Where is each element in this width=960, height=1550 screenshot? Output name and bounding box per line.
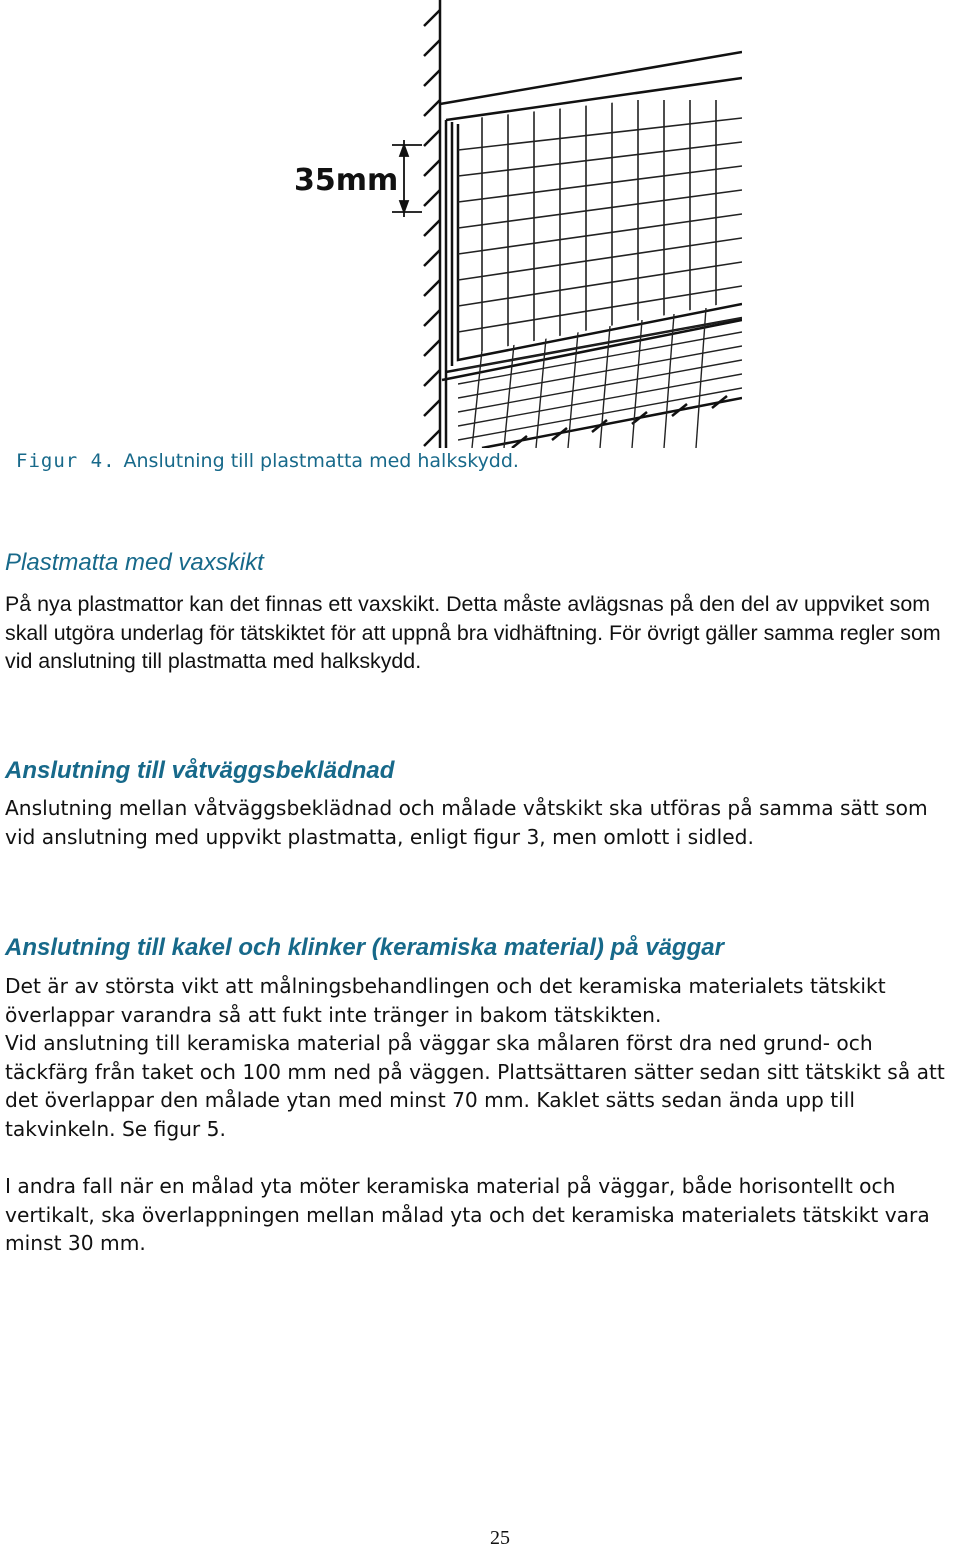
figure-4-illustration xyxy=(282,0,742,448)
figure-caption xyxy=(16,450,519,472)
paragraph-kakel-klinker-2: Vid anslutning till keramiska material på väggar ska målaren först dra ned grund- och täckfärg från taket och 100 mm ned på väggen. Plattsättaren sätter sedan sitt tätskikt så att det överlappar den målade ytan med minst 70 mm. Kaklet sätts sedan ända upp till takvinkeln. Se figur 5. xyxy=(5,1031,945,1141)
heading-kakel-klinker: Anslutning till kakel och klinker (keramiska material) på väggar xyxy=(5,934,724,961)
caption-text: Anslutning till plastmatta med halkskydd. xyxy=(123,450,519,472)
paragraph-plastmatta-vaxskikt: På nya plastmattor kan det finnas ett vaxskikt. Detta måste avlägsnas på den del av uppviket som skall utgöra underlag för tätskiktet för att uppnå bra vidhäftning. För övrigt gäller samma regler som vid anslutning till plastmatta med halkskydd. xyxy=(5,592,941,673)
dimension-label: 35mm xyxy=(294,163,399,198)
caption-label: Figur 4. xyxy=(16,450,116,472)
heading-plastmatta-vaxskikt: Plastmatta med vaxskikt xyxy=(5,549,264,576)
paragraph-vatvaggsbekladnad: Anslutning mellan våtväggsbeklädnad och målade våtskikt ska utföras på samma sätt som vid anslutning med uppvikt plastmatta, enligt figur 3, men omlott i sidled. xyxy=(5,796,928,849)
page-number: 25 xyxy=(490,1527,510,1549)
tile-connection-drawing xyxy=(282,0,742,448)
paragraph-kakel-klinker-1: Det är av största vikt att målningsbehandlingen och det keramiska materialets tätskikt överlappar varandra så att fukt inte tränger in bakom tätskikten. xyxy=(5,974,886,1027)
paragraph-kakel-klinker-3: I andra fall när en målad yta möter keramiska material på väggar, både horisontellt och vertikalt, ska överlappningen mellan målad yta och det keramiska materialets tätskikt vara minst 30 mm. xyxy=(5,1174,930,1255)
heading-vatvaggsbekladnad: Anslutning till våtväggsbeklädnad xyxy=(5,757,395,784)
wall-hatch xyxy=(424,0,440,448)
